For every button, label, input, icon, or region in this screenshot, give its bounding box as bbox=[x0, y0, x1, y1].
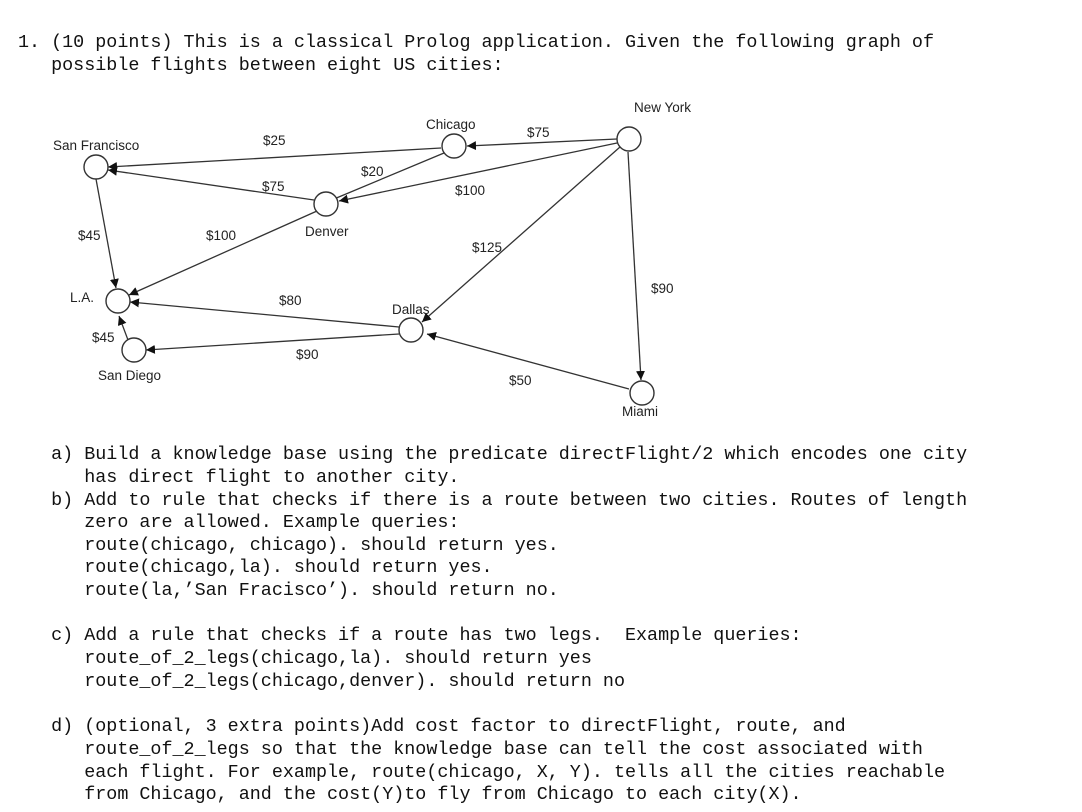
part-a-line-1: a) Build a knowledge base using the predicate directFlight/2 which encodes one city bbox=[18, 444, 968, 465]
label-san-francisco: San Francisco bbox=[53, 138, 140, 153]
cost-denver-la: $100 bbox=[206, 228, 237, 243]
node-new-york bbox=[617, 127, 641, 151]
part-b-line-3: route(chicago, chicago). should return yes. bbox=[18, 535, 559, 556]
label-denver: Denver bbox=[305, 224, 349, 239]
cost-chicago-denver: $20 bbox=[361, 164, 384, 179]
label-san-diego: San Diego bbox=[98, 368, 162, 383]
edge-denver-la bbox=[129, 211, 317, 295]
node-miami bbox=[630, 381, 654, 405]
cost-miami-dallas: $50 bbox=[509, 373, 532, 388]
node-denver bbox=[314, 192, 338, 216]
edge-dallas-la bbox=[130, 302, 399, 327]
part-d-line-1: d) (optional, 3 extra points)Add cost factor to directFlight, route, and bbox=[18, 716, 846, 737]
part-b-line-4: route(chicago,la). should return yes. bbox=[18, 557, 493, 578]
edge-ny-miami bbox=[628, 152, 641, 380]
label-new-york: New York bbox=[634, 100, 692, 115]
edge-dallas-sandiego bbox=[146, 334, 399, 350]
edge-la-sandiego bbox=[119, 316, 128, 340]
edge-ny-chicago bbox=[467, 139, 617, 146]
cost-chicago-sf: $25 bbox=[263, 133, 286, 148]
part-d-line-2: route_of_2_legs so that the knowledge base can tell the cost associated with bbox=[18, 739, 923, 760]
cost-la-sandiego: $45 bbox=[92, 330, 115, 345]
question-line-1: 1. (10 points) This is a classical Prolog application. Given the following graph of bbox=[18, 32, 935, 53]
part-c-line-1: c) Add a rule that checks if a route has two legs. Example queries: bbox=[18, 625, 802, 646]
cost-dallas-la: $80 bbox=[279, 293, 302, 308]
part-a-line-2: has direct flight to another city. bbox=[18, 467, 460, 488]
label-chicago: Chicago bbox=[426, 117, 476, 132]
cost-denver-sf: $75 bbox=[262, 179, 285, 194]
cost-sf-la: $45 bbox=[78, 228, 101, 243]
part-c-line-3: route_of_2_legs(chicago,denver). should return no bbox=[18, 671, 625, 692]
edge-chicago-sf bbox=[108, 148, 441, 167]
cost-ny-miami: $90 bbox=[651, 281, 674, 296]
edge-ny-dallas bbox=[422, 147, 620, 322]
part-c-line-2: route_of_2_legs(chicago,la). should return yes bbox=[18, 648, 592, 669]
node-san-diego bbox=[122, 338, 146, 362]
part-b-line-2: zero are allowed. Example queries: bbox=[18, 512, 460, 533]
label-miami: Miami bbox=[622, 404, 658, 419]
question-line-2: possible flights between eight US cities: bbox=[18, 55, 504, 76]
node-chicago bbox=[442, 134, 466, 158]
node-dallas bbox=[399, 318, 423, 342]
cost-dallas-sandiego: $90 bbox=[296, 347, 319, 362]
part-b-line-1: b) Add to rule that checks if there is a route between two cities. Routes of length bbox=[18, 490, 968, 511]
cost-ny-dallas: $125 bbox=[472, 240, 503, 255]
part-b-line-5: route(la,’San Fracisco’). should return no. bbox=[18, 580, 559, 601]
label-dallas: Dallas bbox=[392, 302, 430, 317]
part-d-line-3: each flight. For example, route(chicago, X, Y). tells all the cities reachable bbox=[18, 762, 946, 783]
label-la: L.A. bbox=[70, 290, 95, 305]
node-san-francisco bbox=[84, 155, 108, 179]
edge-chicago-denver bbox=[334, 153, 444, 199]
cost-ny-denver: $100 bbox=[455, 183, 486, 198]
node-la bbox=[106, 289, 130, 313]
part-d-line-4: from Chicago, and the cost(Y)to fly from Chicago to each city(X). bbox=[18, 784, 802, 805]
cost-ny-chicago: $75 bbox=[527, 125, 550, 140]
